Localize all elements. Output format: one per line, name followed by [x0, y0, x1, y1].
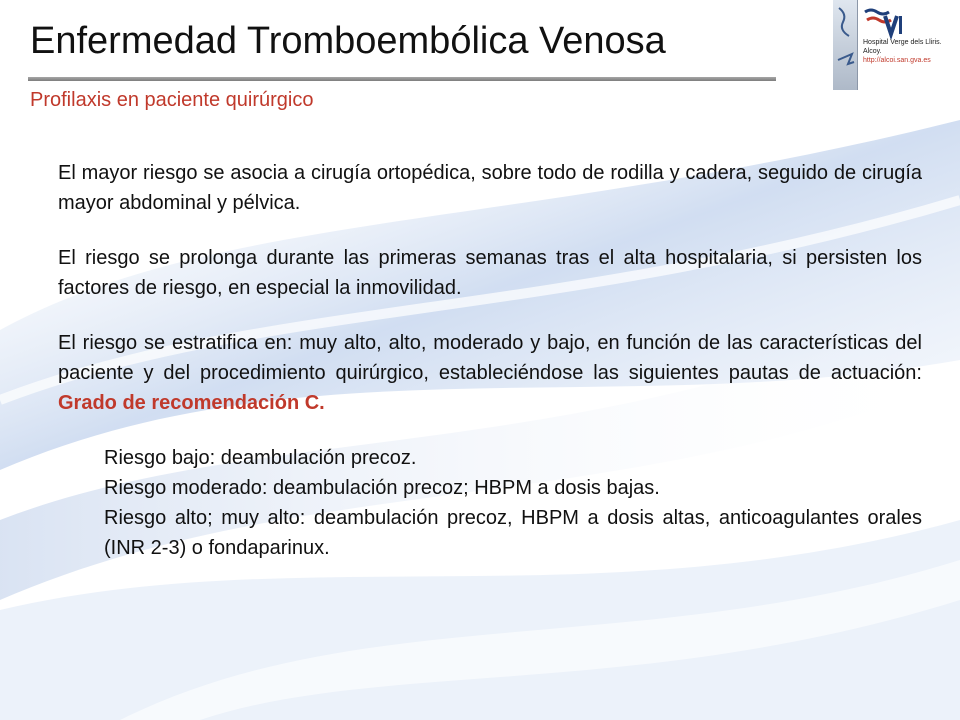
title-divider — [28, 77, 776, 81]
risk-list — [58, 443, 922, 563]
paragraph-1: El mayor riesgo se asocia a cirugía ortopédica, sobre todo de rodilla y cadera, seguido de cirugía mayor abdominal y pélvica. — [58, 162, 922, 214]
logo-caption — [863, 38, 955, 65]
recommendation-grade: Grado de recomendación C. — [58, 392, 325, 414]
logo-strip — [833, 0, 858, 90]
hospital-emblem-icon — [863, 6, 911, 40]
slide-subtitle: Profilaxis en paciente quirúrgico — [30, 89, 314, 111]
risk-item-high: Riesgo alto; muy alto: deambulación precoz, HBPM a dosis altas, anticoagulantes orales (INR 2-3) o fondaparinux. — [104, 507, 922, 559]
paragraph-3 — [58, 328, 922, 418]
logo-url: http://alcoi.san.gva.es — [863, 57, 931, 64]
slide-body — [58, 158, 922, 563]
risk-item-low: Riesgo bajo: deambulación precoz. — [104, 447, 417, 469]
risk-item-moderate: Riesgo moderado: deambulación precoz; HBPM a dosis bajas. — [104, 477, 660, 499]
paragraph-3-text: El riesgo se estratifica en: muy alto, alto, moderado y bajo, en función de las características del paciente y del procedimiento quirúrgico, estableciéndose las siguientes pautas de actuación: — [58, 332, 922, 384]
logo-hospital-name: Hospital Verge dels Lliris. Alcoy. — [863, 39, 942, 55]
paragraph-2: El riesgo se prolonga durante las primeras semanas tras el alta hospitalaria, si persisten los factores de riesgo, en especial la inmovilidad. — [58, 247, 922, 299]
hospital-logo — [833, 0, 953, 92]
slide-title: Enfermedad Tromboembólica Venosa — [30, 20, 666, 62]
